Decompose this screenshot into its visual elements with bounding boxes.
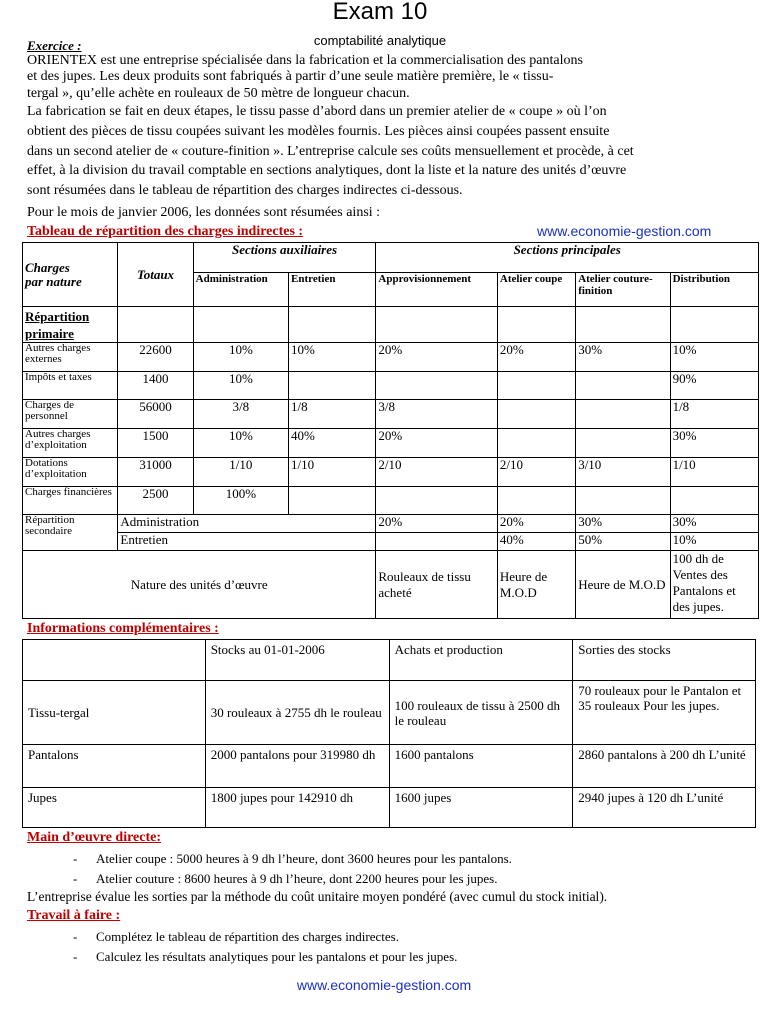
intro-line: sont résumées dans le tableau de répartition des charges indirectes ci-dessous. — [27, 183, 463, 198]
table-cell: Rouleaux de tissu acheté — [376, 551, 497, 619]
header-distribution: Distribution — [670, 273, 758, 307]
table-cell: 30% — [576, 515, 670, 533]
intro-line: tergal », qu’elle achète en rouleaux de 50 mètre de longueur chacun. — [27, 86, 410, 101]
intro-line: dans un second atelier de « couture-finition ». L’entreprise calcule ses coûts mensuellement et procède, à cet — [27, 144, 634, 159]
table-cell: 20% — [376, 515, 497, 533]
table-cell: 70 rouleaux pour le Pantalon et 35 rouleaux Pour les jupes. — [573, 681, 756, 745]
table-cell: 30% — [576, 343, 670, 372]
table-cell: 2000 pantalons pour 319980 dh — [205, 745, 389, 788]
header-atelier-couture: Atelier couture-finition — [576, 273, 670, 307]
table-cell: 30% — [670, 429, 758, 458]
table-row — [23, 788, 756, 828]
row-total: 1500 — [118, 429, 193, 458]
table-cell: 2940 jupes à 120 dh L’unité — [573, 788, 756, 828]
intro-line: effet, à la division du travail comptable en sections analytiques, dont la liste et la nature des unités d’œuvre — [27, 163, 627, 178]
row-total: 31000 — [118, 458, 193, 487]
table-cell: 1/8 — [670, 400, 758, 429]
table-cell: 2860 pantalons à 200 dh L’unité — [573, 745, 756, 788]
table-row — [23, 551, 759, 619]
repartition-secondaire-label: Répartition secondaire — [23, 515, 118, 551]
bullet-dash: - — [73, 871, 78, 886]
header-administration: Administration — [193, 273, 288, 307]
table-cell: 10% — [289, 343, 376, 372]
table-cell — [497, 400, 575, 429]
intro-line: et des jupes. Les deux produits sont fabriqués à partir d’une seule matière première, le « tissu- — [27, 69, 554, 84]
table-cell: 40% — [289, 429, 376, 458]
header-entretien: Entretien — [289, 273, 376, 307]
footer-link[interactable]: www.economie-gestion.com — [296, 977, 472, 993]
info-heading: Informations complémentaires : — [27, 621, 219, 636]
table-row — [23, 487, 759, 515]
method-line: L’entreprise évalue les sorties par la méthode du coût unitaire moyen pondéré (avec cumul du stock initial). — [27, 889, 608, 904]
website-link[interactable]: www.economie-gestion.com — [537, 223, 712, 239]
row-label: Administration — [118, 515, 376, 533]
table-cell — [576, 487, 670, 515]
table-header: Sorties des stocks — [573, 640, 756, 681]
table-header: Achats et production — [389, 640, 573, 681]
table-cell: 100% — [193, 487, 288, 515]
bullet-dash: - — [73, 949, 78, 964]
repartition-primaire-label: Répartition primaire — [23, 307, 118, 343]
table-cell: Heure de M.O.D — [497, 551, 575, 619]
table-cell: 1/10 — [193, 458, 288, 487]
table-cell: 1800 jupes pour 142910 dh — [205, 788, 389, 828]
travail-item: Calculez les résultats analytiques pour les pantalons et pour les jupes. — [96, 949, 458, 964]
row-label: Impôts et taxes — [23, 372, 118, 400]
table-cell: 2/10 — [376, 458, 497, 487]
table-cell: 100 dh de Ventes des Pantalons et des jupes. — [670, 551, 758, 619]
table-cell: 3/8 — [193, 400, 288, 429]
table-cell: 20% — [376, 343, 497, 372]
table-cell: Heure de M.O.D — [576, 551, 670, 619]
exercise-label: Exercice : — [27, 38, 82, 53]
table-header — [23, 640, 206, 681]
header-atelier-coupe: Atelier coupe — [497, 273, 575, 307]
header-totaux: Totaux — [118, 243, 193, 307]
mod-heading: Main d’œuvre directe: — [27, 830, 162, 845]
table-cell — [576, 372, 670, 400]
table-cell — [576, 400, 670, 429]
table-cell: 20% — [497, 515, 575, 533]
table-cell — [289, 372, 376, 400]
table-row — [23, 681, 756, 745]
row-total: 22600 — [118, 343, 193, 372]
table-cell: 3/10 — [576, 458, 670, 487]
table-cell — [576, 429, 670, 458]
table-row — [23, 400, 759, 429]
table-row — [23, 372, 759, 400]
table-cell: 50% — [576, 533, 670, 551]
table-cell: 1/10 — [289, 458, 376, 487]
table-row — [23, 533, 759, 551]
intro-line: ORIENTEX est une entreprise spécialisée dans la fabrication et la commercialisation des pantalons — [27, 53, 583, 68]
table-cell: 10% — [193, 372, 288, 400]
charges-table — [22, 242, 759, 619]
table-cell: Jupes — [23, 788, 206, 828]
intro-line: La fabrication se fait en deux étapes, le tissu passe d’abord dans un premier atelier de « coupe » où l’on — [27, 104, 607, 119]
bullet-dash: - — [73, 851, 78, 866]
table-cell: 1600 jupes — [389, 788, 573, 828]
intro-line: Pour le mois de janvier 2006, les données sont résumées ainsi : — [27, 205, 381, 220]
table-cell: 2/10 — [497, 458, 575, 487]
table-cell: 10% — [193, 429, 288, 458]
mod-item: Atelier coupe : 5000 heures à 9 dh l’heure, dont 3600 heures pour les pantalons. — [96, 851, 512, 866]
table-cell: 20% — [376, 429, 497, 458]
table-cell: 30% — [670, 515, 758, 533]
table-cell: 10% — [670, 343, 758, 372]
table-cell — [670, 487, 758, 515]
table-cell: 40% — [497, 533, 575, 551]
travail-heading: Travail à faire : — [27, 908, 121, 923]
intro-line: obtient des pièces de tissu coupées suivant les modèles fournis. Les pièces ainsi coupées passent ensuite — [27, 124, 610, 139]
header-approvisionnement: Approvisionnement — [376, 273, 497, 307]
page-title: Exam 10 — [332, 0, 428, 25]
table-cell: 1/10 — [670, 458, 758, 487]
table-cell: 1/8 — [289, 400, 376, 429]
table-header: Stocks au 01-01-2006 — [205, 640, 389, 681]
table-cell — [497, 372, 575, 400]
header-sections-auxiliaires: Sections auxiliaires — [193, 243, 376, 273]
table-cell: 10% — [670, 533, 758, 551]
table-cell: 20% — [497, 343, 575, 372]
table-cell — [497, 487, 575, 515]
header-charges: Charges par nature — [23, 243, 118, 307]
table-cell — [376, 487, 497, 515]
table-cell: 100 rouleaux de tissu à 2500 dh le rouleau — [389, 681, 573, 745]
row-total: 2500 — [118, 487, 193, 515]
table-cell — [376, 533, 497, 551]
row-label: Charges financières — [23, 487, 118, 515]
table-cell: Tissu-tergal — [23, 681, 206, 745]
table-cell — [497, 429, 575, 458]
stocks-table — [22, 639, 756, 828]
header-sections-principales: Sections principales — [376, 243, 759, 273]
table-cell: 1600 pantalons — [389, 745, 573, 788]
row-label: Entretien — [118, 533, 376, 551]
table-row — [23, 429, 759, 458]
table-row — [23, 458, 759, 487]
row-label: Autres charges d’exploitation — [23, 429, 118, 458]
table-row — [23, 640, 756, 681]
row-label: Charges de personnel — [23, 400, 118, 429]
table-row — [23, 745, 756, 788]
travail-item: Complétez le tableau de répartition des charges indirectes. — [96, 929, 399, 944]
table-cell: Pantalons — [23, 745, 206, 788]
row-label: Dotations d’exploitation — [23, 458, 118, 487]
table1-heading: Tableau de répartition des charges indirectes : — [27, 224, 304, 239]
table-cell — [376, 372, 497, 400]
row-total: 56000 — [118, 400, 193, 429]
table-row — [23, 515, 759, 533]
table-cell: 90% — [670, 372, 758, 400]
table-cell: 3/8 — [376, 400, 497, 429]
row-total: 1400 — [118, 372, 193, 400]
bullet-dash: - — [73, 929, 78, 944]
table-cell — [289, 487, 376, 515]
table-row — [23, 343, 759, 372]
mod-item: Atelier couture : 8600 heures à 9 dh l’heure, dont 2200 heures pour les jupes. — [96, 871, 498, 886]
row-label: Autres charges externes — [23, 343, 118, 372]
uo-label: Nature des unités d’œuvre — [23, 551, 376, 619]
table-cell: 30 rouleaux à 2755 dh le rouleau — [205, 681, 389, 745]
table-cell: 10% — [193, 343, 288, 372]
page-subtitle: comptabilité analytique — [313, 33, 447, 48]
